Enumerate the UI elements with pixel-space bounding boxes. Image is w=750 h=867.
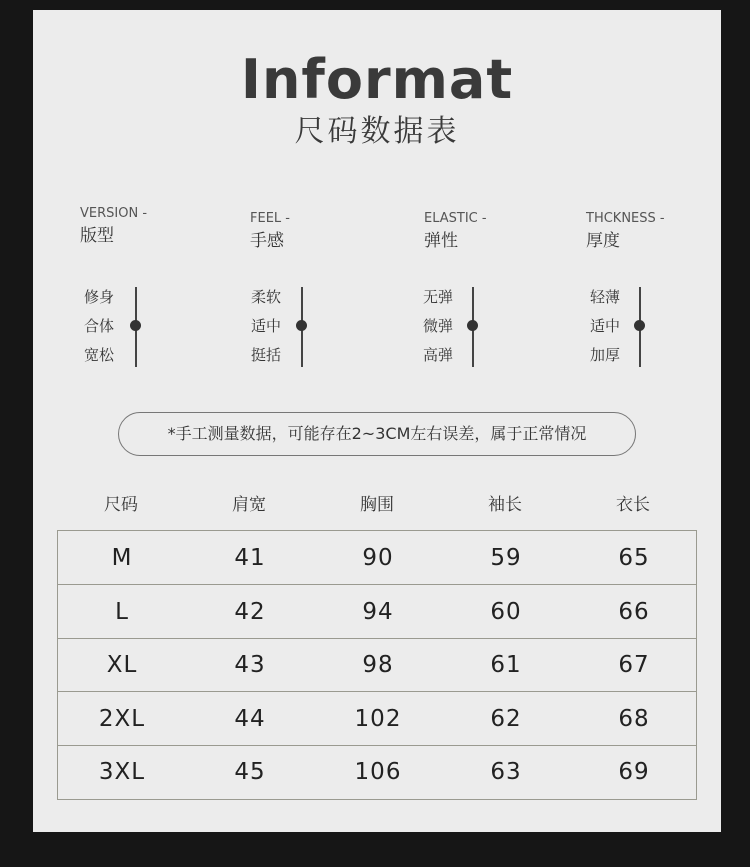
- header-size: 尺码: [104, 495, 138, 515]
- cell-size: L: [115, 598, 129, 625]
- cell-size: 3XL: [98, 759, 146, 786]
- attr-version-zh: 版型: [80, 226, 114, 246]
- cell-sleeve: 63: [490, 759, 522, 786]
- cell-shoulder: 44: [234, 705, 266, 732]
- cell-size: M: [111, 544, 133, 571]
- attr-feel: [250, 211, 400, 251]
- header-chest: 胸围: [360, 495, 394, 515]
- table-row: [58, 638, 696, 692]
- cell-sleeve: 62: [490, 705, 522, 732]
- scale-elastic: [423, 287, 513, 371]
- cell-shoulder: 45: [234, 759, 266, 786]
- attr-thickness-en: THCKNESS -: [586, 211, 665, 226]
- cell-sleeve: 60: [490, 598, 522, 625]
- cell-length: 66: [618, 598, 650, 625]
- cell-chest: 106: [354, 759, 402, 786]
- cell-size: 2XL: [98, 705, 146, 732]
- scale-feel-level-2: 适中: [251, 317, 282, 335]
- cell-shoulder: 43: [234, 652, 266, 679]
- cell-chest: 90: [362, 544, 394, 571]
- cell-shoulder: 41: [234, 544, 266, 571]
- attr-version-en: VERSION -: [80, 206, 148, 221]
- scale-version-level-3: 宽松: [84, 346, 115, 364]
- scale-elastic-level-1: 无弹: [423, 288, 454, 306]
- scale-indicator-dot: [467, 320, 478, 331]
- cell-length: 68: [618, 705, 650, 732]
- scale-indicator-dot: [634, 320, 645, 331]
- cell-chest: 98: [362, 652, 394, 679]
- cell-sleeve: 61: [490, 652, 522, 679]
- size-table-header: [57, 490, 697, 520]
- attr-thickness: [586, 211, 736, 251]
- scale-indicator-dot: [296, 320, 307, 331]
- attr-elastic-zh: 弹性: [424, 231, 458, 251]
- header-sleeve: 袖长: [488, 495, 522, 515]
- table-row: [58, 584, 696, 638]
- attr-elastic: [424, 211, 574, 251]
- scale-thickness-level-2: 适中: [590, 317, 621, 335]
- scale-version-level-2: 合体: [84, 317, 115, 335]
- page-subtitle: 尺码数据表: [294, 114, 460, 149]
- cell-shoulder: 42: [234, 598, 266, 625]
- cell-chest: 102: [354, 705, 402, 732]
- attr-thickness-zh: 厚度: [586, 231, 620, 251]
- scale-feel-level-1: 柔软: [251, 288, 282, 306]
- scale-version-level-1: 修身: [84, 288, 115, 306]
- scale-indicator-dot: [130, 320, 141, 331]
- cell-length: 69: [618, 759, 650, 786]
- scale-elastic-level-2: 微弹: [423, 317, 454, 335]
- header-length: 衣长: [616, 495, 650, 515]
- table-row: [58, 745, 696, 799]
- table-row: [58, 691, 696, 745]
- page-title: Informat: [240, 48, 514, 111]
- measurement-note: *手工测量数据，可能存在2~3CM左右误差，属于正常情况: [118, 412, 636, 456]
- cell-length: 67: [618, 652, 650, 679]
- cell-size: XL: [106, 652, 138, 679]
- size-table: [57, 530, 697, 800]
- size-chart-card: [33, 10, 721, 832]
- scale-feel: [251, 287, 341, 371]
- attr-feel-zh: 手感: [250, 231, 284, 251]
- cell-sleeve: 59: [490, 544, 522, 571]
- scale-thickness: [590, 287, 680, 371]
- scale-thickness-level-1: 轻薄: [590, 288, 621, 306]
- attr-version: [80, 206, 230, 246]
- table-row: [58, 531, 696, 584]
- scale-feel-level-3: 挺括: [251, 346, 282, 364]
- scale-elastic-level-3: 高弹: [423, 346, 454, 364]
- cell-length: 65: [618, 544, 650, 571]
- cell-chest: 94: [362, 598, 394, 625]
- attr-feel-en: FEEL -: [250, 211, 290, 226]
- header-shoulder: 肩宽: [232, 495, 266, 515]
- scale-thickness-level-3: 加厚: [590, 346, 621, 364]
- scale-version: [84, 287, 174, 371]
- attr-elastic-en: ELASTIC -: [424, 211, 487, 226]
